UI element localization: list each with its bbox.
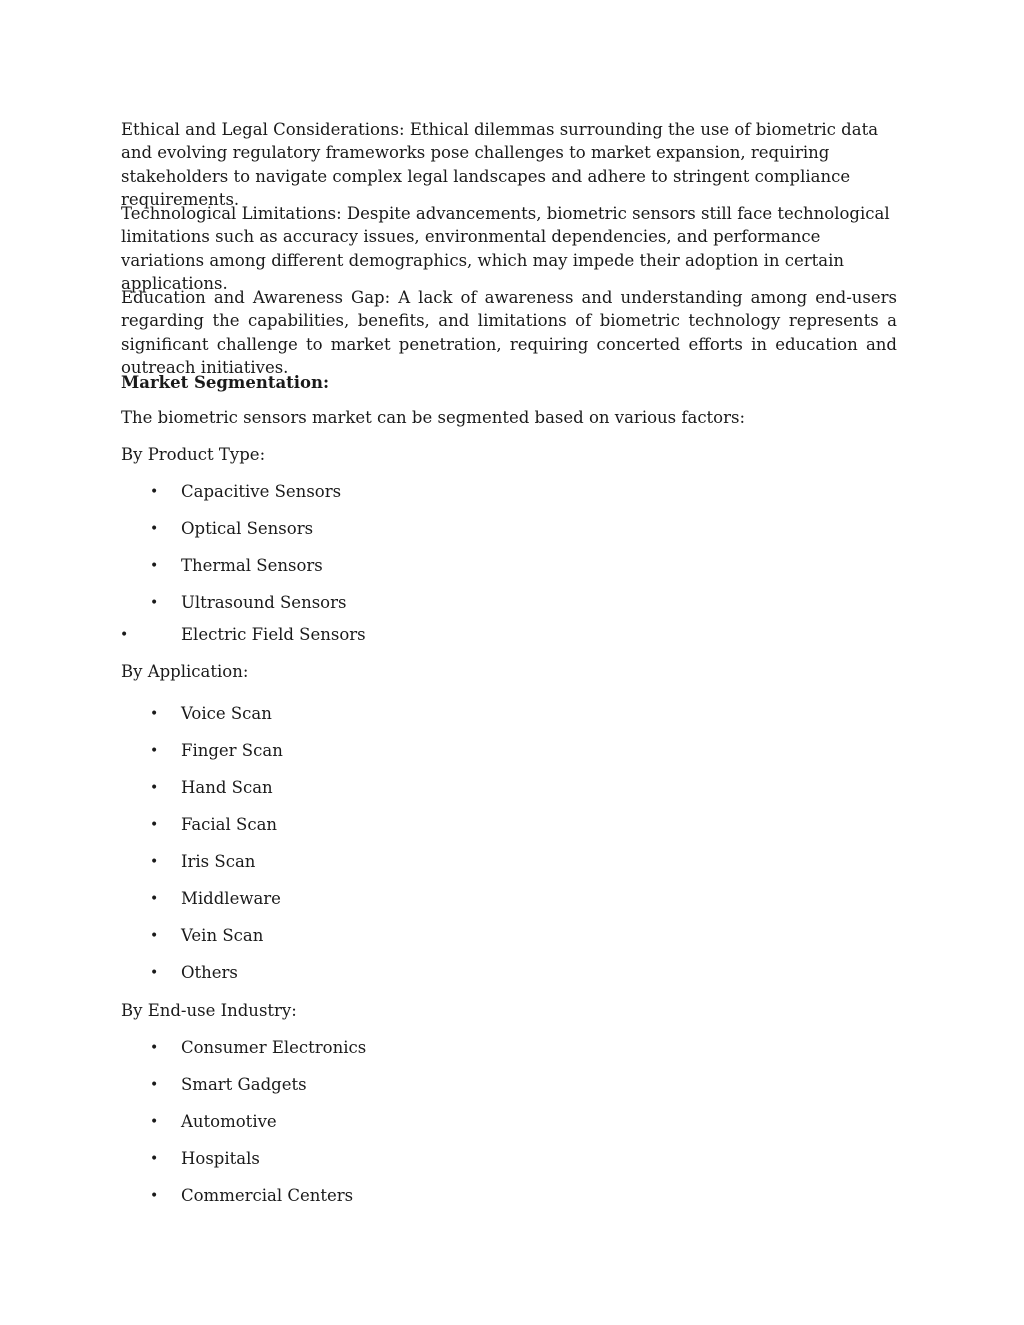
application-label: By Application:	[121, 662, 249, 681]
bullet: •	[150, 1188, 159, 1204]
list-item: Optical Sensors	[181, 519, 314, 538]
list-item: Thermal Sensors	[181, 556, 323, 575]
bullet: •	[150, 928, 159, 944]
bullet: •	[150, 817, 159, 833]
bullet: •	[120, 627, 129, 643]
paragraph-technological-limitations: Technological Limitations: Despite advancements, biometric sensors still face technological limitations such as accuracy issues, environmental dependencies, and performance variations among different demographics, which may impede their adoption in certain applications.	[121, 204, 890, 293]
list-item: Ultrasound Sensors	[181, 593, 347, 612]
list-item: Hospitals	[181, 1149, 260, 1168]
paragraph-education-awareness: Education and Awareness Gap: A lack of awareness and understanding among end-users regarding the capabilities, benefits, and limitations of biometric technology represents a significant challenge to market penetration, requiring concerted efforts in education and outreach initiatives.	[121, 288, 897, 377]
paragraph-ethical-legal: Ethical and Legal Considerations: Ethical dilemmas surrounding the use of biometric data and evolving regulatory frameworks pose challenges to market expansion, requiring stakeholders to navigate complex legal landscapes and adhere to stringent compliance requirements.	[121, 120, 879, 209]
segmentation-intro: The biometric sensors market can be segmented based on various factors:	[121, 408, 746, 427]
list-item: Finger Scan	[181, 741, 283, 760]
bullet: •	[150, 1114, 159, 1130]
bullet: •	[150, 1151, 159, 1167]
list-item: Others	[181, 963, 238, 982]
end-use-label: By End-use Industry:	[121, 1001, 297, 1020]
list-item: Commercial Centers	[181, 1186, 354, 1205]
bullet: •	[150, 891, 159, 907]
bullet: •	[150, 965, 159, 981]
bullet: •	[150, 1077, 159, 1093]
bullet: •	[150, 743, 159, 759]
bullet: •	[150, 854, 159, 870]
bullet: •	[150, 595, 159, 611]
bullet: •	[150, 521, 159, 537]
bullet: •	[150, 484, 159, 500]
list-item: Smart Gadgets	[181, 1075, 307, 1094]
list-item: Vein Scan	[181, 926, 264, 945]
list-item: Facial Scan	[181, 815, 278, 834]
bullet: •	[150, 558, 159, 574]
list-item: Hand Scan	[181, 778, 273, 797]
list-item: Middleware	[181, 889, 281, 908]
bullet: •	[150, 780, 159, 796]
section-heading: Market Segmentation:	[121, 373, 330, 392]
list-item: Voice Scan	[181, 704, 272, 723]
bullet: •	[150, 1040, 159, 1056]
list-item: Electric Field Sensors	[181, 625, 366, 644]
product-type-label: By Product Type:	[121, 445, 266, 464]
list-item: Capacitive Sensors	[181, 482, 342, 501]
list-item: Consumer Electronics	[181, 1038, 367, 1057]
list-item: Iris Scan	[181, 852, 256, 871]
list-item: Automotive	[181, 1112, 277, 1131]
bullet: •	[150, 706, 159, 722]
